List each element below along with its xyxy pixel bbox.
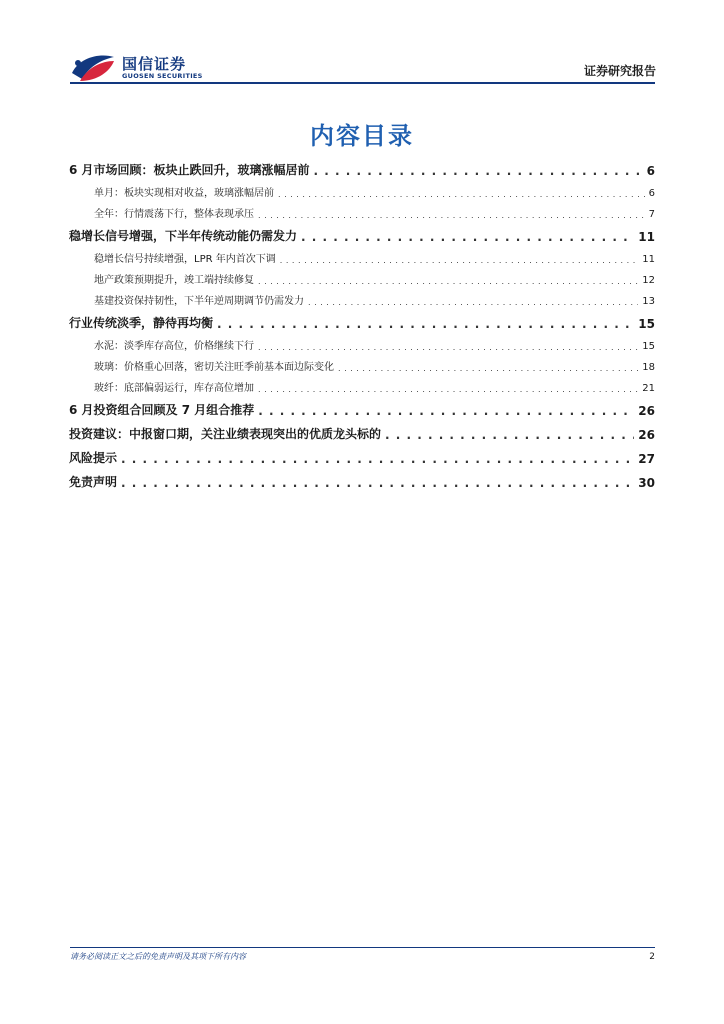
toc-entry-page: 11 bbox=[638, 230, 655, 244]
toc-entry-title: 基建投资保持韧性，下半年逆周期调节仍需发力 bbox=[94, 296, 304, 307]
toc-leader-dots bbox=[314, 164, 643, 178]
toc-leader-dots bbox=[258, 404, 634, 418]
page-header bbox=[0, 0, 724, 90]
toc-section-link[interactable] bbox=[69, 222, 655, 244]
toc-leader-dots bbox=[385, 428, 634, 442]
toc-subsection-link[interactable] bbox=[69, 244, 655, 265]
toc-entry-title: 地产政策预期提升，竣工端持续修复 bbox=[94, 275, 254, 286]
toc-entry-page: 12 bbox=[642, 275, 655, 286]
toc-subsection-link[interactable] bbox=[69, 352, 655, 373]
toc-leader-dots bbox=[280, 256, 639, 265]
toc-entry-page: 27 bbox=[638, 452, 655, 466]
toc-entry-page: 11 bbox=[642, 254, 655, 265]
toc-leader-dots bbox=[278, 190, 645, 199]
toc-section-link[interactable] bbox=[69, 309, 655, 331]
toc-entry-page: 15 bbox=[638, 317, 655, 331]
toc-subsection-link[interactable] bbox=[69, 178, 655, 199]
toc-entry-page: 6 bbox=[646, 164, 655, 178]
toc-entry-title: 玻璃：价格重心回落，密切关注旺季前基本面边际变化 bbox=[94, 362, 334, 373]
toc-leader-dots bbox=[258, 385, 638, 394]
toc-entry-page: 18 bbox=[642, 362, 655, 373]
toc-subsection-link[interactable] bbox=[69, 286, 655, 307]
table-of-contents bbox=[69, 154, 655, 490]
toc-title: 内容目录 bbox=[310, 122, 414, 150]
toc-leader-dots bbox=[258, 343, 638, 352]
toc-section-link[interactable] bbox=[69, 420, 655, 442]
toc-section-link[interactable] bbox=[69, 468, 655, 490]
toc-entry-title: 投资建议：中报窗口期，关注业绩表现突出的优质龙头标的 bbox=[69, 427, 382, 441]
toc-section-link[interactable] bbox=[69, 156, 655, 178]
company-name-en: GUOSEN SECURITIES bbox=[122, 72, 203, 80]
toc-section-link[interactable] bbox=[69, 444, 655, 466]
toc-entry-title: 玻纤：底部偏弱运行，库存高位增加 bbox=[94, 383, 254, 394]
toc-entry-page: 26 bbox=[638, 404, 655, 418]
toc-section-link[interactable] bbox=[69, 396, 655, 418]
toc-leader-dots bbox=[258, 211, 645, 220]
toc-entry-title: 稳增长信号持续增强，LPR 年内首次下调 bbox=[94, 254, 276, 265]
toc-entry-title: 稳增长信号增强，下半年传统动能仍需发力 bbox=[69, 229, 298, 243]
toc-entry-title: 水泥：淡季库存高位，价格继续下行 bbox=[94, 341, 254, 352]
report-type: 证券研究报告 bbox=[583, 64, 656, 78]
toc-leader-dots bbox=[121, 452, 634, 466]
toc-entry-page: 7 bbox=[648, 209, 655, 220]
toc-subsection-link[interactable] bbox=[69, 331, 655, 352]
toc-leader-dots bbox=[338, 364, 638, 373]
header-divider bbox=[70, 82, 655, 84]
toc-leader-dots bbox=[301, 230, 634, 244]
company-name: 国信证券 bbox=[122, 55, 187, 73]
toc-entry-page: 15 bbox=[642, 341, 655, 352]
toc-leader-dots bbox=[258, 277, 638, 286]
footer-divider bbox=[70, 947, 655, 948]
toc-subsection-link[interactable] bbox=[69, 265, 655, 286]
toc-entry-title: 单月：板块实现相对收益，玻璃涨幅居前 bbox=[94, 188, 274, 199]
toc-entry-title: 6 月投资组合回顾及 7 月组合推荐 bbox=[69, 403, 255, 417]
toc-entry-page: 26 bbox=[638, 428, 655, 442]
footer-disclaimer: 请务必阅读正文之后的免责声明及其项下所有内容 bbox=[70, 952, 246, 961]
toc-entry-page: 13 bbox=[642, 296, 655, 307]
toc-entry-page: 30 bbox=[638, 476, 655, 490]
toc-entry-title: 行业传统淡季，静待再均衡 bbox=[69, 316, 214, 330]
toc-entry-title: 6 月市场回顾：板块止跌回升，玻璃涨幅居前 bbox=[69, 163, 310, 177]
toc-entry-title: 风险提示 bbox=[69, 451, 118, 465]
toc-entry-page: 21 bbox=[642, 383, 655, 394]
toc-leader-dots bbox=[217, 317, 634, 331]
toc-subsection-link[interactable] bbox=[69, 373, 655, 394]
toc-entry-title: 全年：行情震荡下行，整体表现承压 bbox=[94, 209, 254, 220]
page-number: 2 bbox=[649, 952, 655, 962]
toc-entry-title: 免责声明 bbox=[69, 475, 118, 489]
toc-entry-page: 6 bbox=[648, 188, 655, 199]
toc-leader-dots bbox=[308, 298, 638, 307]
toc-leader-dots bbox=[121, 476, 634, 490]
guosen-logo-icon bbox=[70, 51, 116, 85]
toc-subsection-link[interactable] bbox=[69, 199, 655, 220]
company-logo bbox=[70, 51, 210, 85]
